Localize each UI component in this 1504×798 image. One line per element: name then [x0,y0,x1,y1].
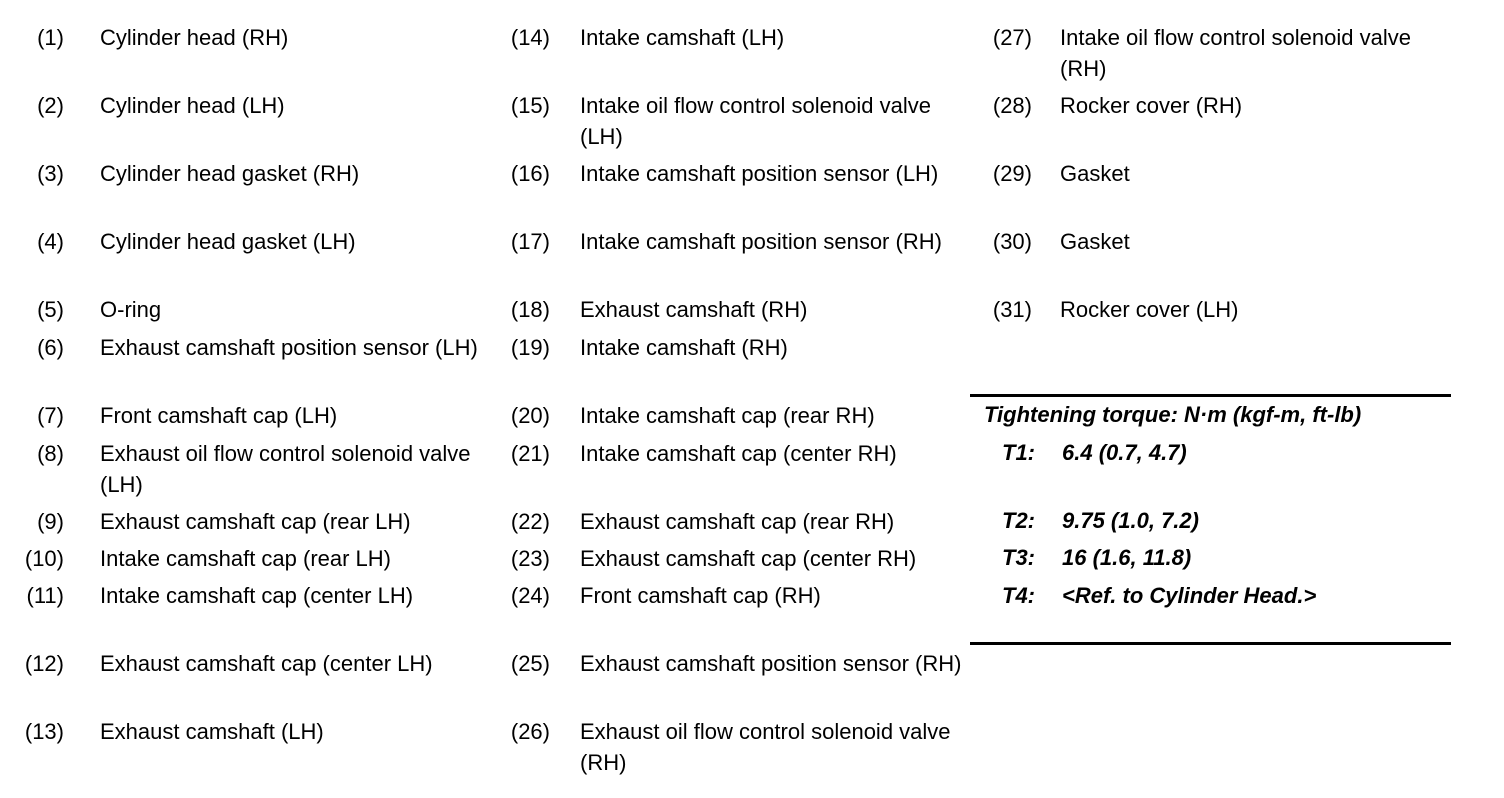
torque-value: 9.75 (1.0, 7.2) [1062,508,1199,533]
item-number: (23) [510,546,550,571]
item-label: Exhaust camshaft position sensor (RH) [580,651,962,676]
item-number: (1) [37,25,64,50]
item-number: (20) [510,403,550,428]
item-label: O-ring [100,297,162,322]
item-label: Intake camshaft cap (center RH) [580,441,897,466]
torque-top-rule [970,394,1451,397]
item-number: (2) [37,93,64,118]
item-number: (13) [24,719,64,744]
item-label: Intake oil flow control solenoid valve (RH) [1060,25,1411,81]
torque-value: 16 (1.6, 11.8) [1062,545,1192,570]
item-label: Exhaust camshaft (RH) [580,297,808,322]
item-number: (10) [24,546,64,571]
item-label: Cylinder head (RH) [100,25,289,50]
item-label: Exhaust camshaft cap (rear LH) [100,509,411,534]
item-number: (12) [24,651,64,676]
item-label: Exhaust oil flow control solenoid valve (LH) [100,441,471,497]
item-label: Exhaust camshaft (LH) [100,719,324,744]
item-number: (29) [992,161,1032,186]
item-number: (28) [992,93,1032,118]
item-label: Intake oil flow control solenoid valve (LH) [580,93,931,149]
item-number: (25) [510,651,550,676]
item-number: (9) [37,509,64,534]
item-label: Intake camshaft position sensor (RH) [580,229,942,254]
torque-key: T3: [1002,545,1035,570]
item-number: (30) [992,229,1032,254]
item-label: Cylinder head (LH) [100,93,285,118]
item-label: Exhaust camshaft cap (center RH) [580,546,917,571]
item-number: (21) [510,441,550,466]
item-label: Exhaust camshaft cap (center LH) [100,651,433,676]
item-number: (14) [510,25,550,50]
item-number: (8) [37,441,64,466]
torque-value: <Ref. to Cylinder Head.> [1062,583,1317,608]
item-label: Front camshaft cap (RH) [580,583,821,608]
item-number: (6) [37,335,64,360]
item-label: Intake camshaft cap (rear RH) [580,403,875,428]
item-label: Intake camshaft position sensor (LH) [580,161,939,186]
item-label: Gasket [1060,229,1130,254]
item-number: (27) [992,25,1032,50]
item-number: (15) [510,93,550,118]
item-number: (18) [510,297,550,322]
item-number: (7) [37,403,64,428]
item-label: Exhaust camshaft cap (rear RH) [580,509,895,534]
item-number: (5) [37,297,64,322]
item-label: Intake camshaft cap (rear LH) [100,546,392,571]
item-number: (24) [510,583,550,608]
item-label: Intake camshaft (RH) [580,335,788,360]
item-label: Cylinder head gasket (RH) [100,161,360,186]
item-number: (11) [26,583,64,608]
torque-key: T1: [1002,440,1035,465]
item-number: (22) [510,509,550,534]
item-label: Intake camshaft (LH) [580,25,785,50]
torque-title: Tightening torque: N·m (kgf-m, ft-lb) [984,402,1362,427]
item-label: Front camshaft cap (LH) [100,403,338,428]
item-label: Gasket [1060,161,1130,186]
item-label: Rocker cover (RH) [1060,93,1243,118]
item-number: (17) [510,229,550,254]
torque-bottom-rule [970,642,1451,645]
item-number: (4) [37,229,64,254]
item-label: Exhaust camshaft position sensor (LH) [100,335,478,360]
item-number: (31) [992,297,1032,322]
item-label: Cylinder head gasket (LH) [100,229,356,254]
torque-value: 6.4 (0.7, 4.7) [1062,440,1187,465]
item-number: (3) [37,161,64,186]
item-label: Rocker cover (LH) [1060,297,1239,322]
item-label: Exhaust oil flow control solenoid valve (RH) [580,719,951,775]
item-number: (19) [510,335,550,360]
item-label: Intake camshaft cap (center LH) [100,583,414,608]
torque-key: T2: [1002,508,1035,533]
item-number: (16) [510,161,550,186]
torque-key: T4: [1002,583,1035,608]
item-number: (26) [510,719,550,744]
